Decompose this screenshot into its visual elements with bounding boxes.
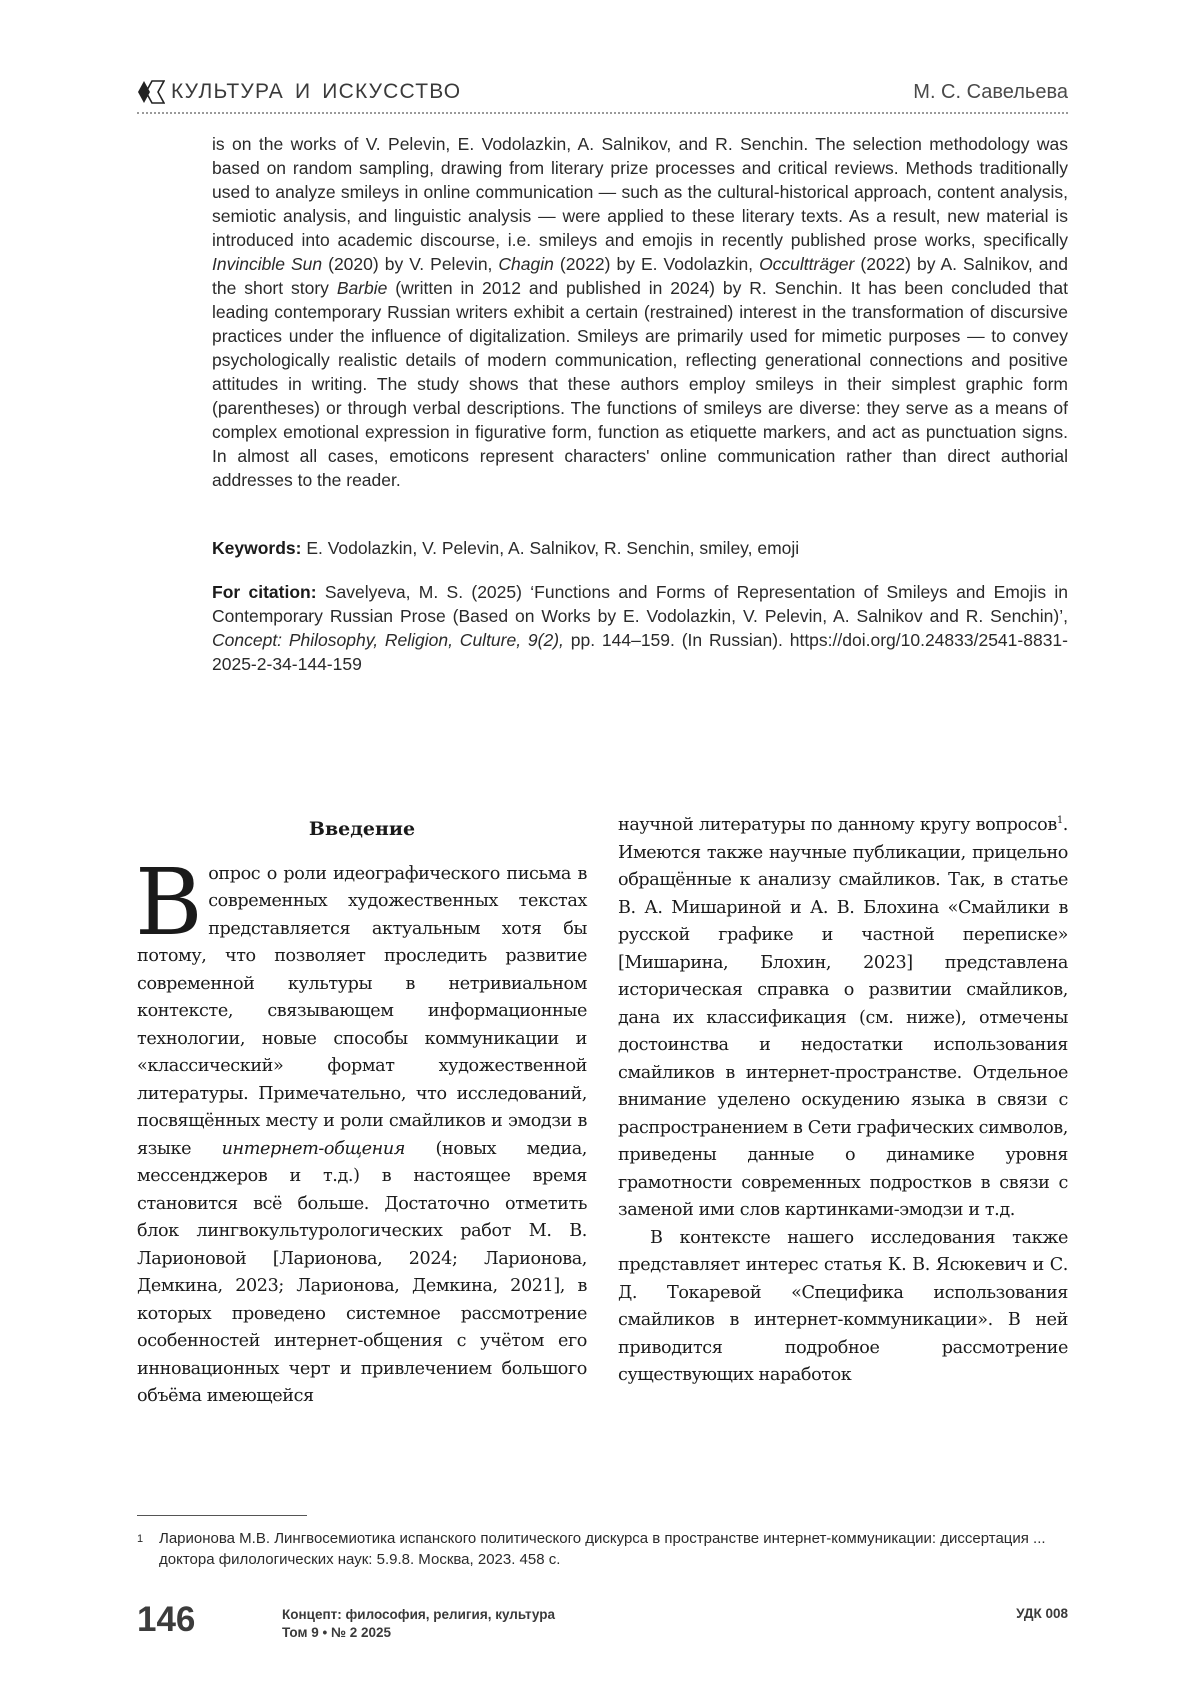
paragraph-text: научной литературы по данному кругу вопросов [618,815,1057,835]
paragraph: В контексте нашего исследования также представляет интерес статья К. В. Ясюкевич и С. Д. Токаревой «Специфика использования смайликов в интернет-коммуникации». В ней приводится подробное рассмотрение существующих наработок [618,1227,1068,1385]
abstract [212,132,1068,492]
left-column [137,816,587,1411]
udk-code: УДК 008 [1016,1606,1068,1621]
title-occulttrager: Occultträger [759,254,855,274]
citation-label: For citation: [212,582,317,602]
keywords [212,536,1068,560]
abstract-segment: (written in 2012 and published in 2024) by R. Senchin. It has been concluded that leading contemporary Russian writers exhibit a certain (restrained) interest in the transformation of discursive practices under the influence of digitalization. Smileys are primarily used for mimetic purposes — to convey psychologically realistic details of modern communication, reflecting generational connections and positive attitudes in writing. The study shows that these authors employ smileys in their simplest graphic form (parentheses) or through verbal descriptions. The functions of smileys are diverse: they serve as a means of complex emotional expression in figurative form, function as etiquette markers, and act as punctuation signs. In almost all cases, emoticons represent characters' online communication rather than direct authorial addresses to the reader. [212,278,1068,490]
paragraph-text: опрос о роли идеографического письма в современных художественных текстах представляется актуальным хотя бы потому, что позволяет проследить развитие современной культуры в нетривиальном контексте, связывающем информационные технологии, новые способы коммуникации и «классический» формат художественной литературы. Примечательно, что исследований, посвящённых месту и роли смайликов и эмодзи в языке [137,863,587,1159]
journal-info [282,1606,555,1642]
footnote [137,1528,1068,1570]
intro-paragraph [135,848,587,1411]
citation-text: Savelyeva, M. S. (2025) ‘Functions and Forms of Representation of Smileys and Emojis in Contemporary Russian Prose (Based on Works by E. Vodolazkin, V. Pelevin, A. Salnikov and R. Senchin)’, [212,582,1069,626]
journal-title: Концепт: философия, религия, культура [282,1607,556,1622]
paragraph-text: . Имеются также научные публикации, прицельно обращённые к анализу смайликов. Так, в статье В. А. Мишариной и А. В. Блохина «Смайлики в русской графике и частной переписке» [Мишарина, Блохин, 2023] представлена историческая справка о развитии смайликов, дана их классификация (см. ниже), отмечены достоинства и недостатки использования смайликов в интернет-пространстве. Отдельное внимание уделено оскудению языка в связи с распространением в Сети графических символов, приведены данные о динамике уровня грамотности современных подростков в связи с заменой ими слов картинками-эмодзи и т.д. [618,815,1068,1220]
abstract-segment: (2022) by A. Salnikov, and the short story [212,254,1068,298]
footnote-divider [137,1515,307,1516]
introduction-heading: Введение [308,818,416,840]
author-name: М. С. Савельева [913,80,1068,103]
right-column [618,812,1068,1390]
journal-issue: Том 9 • № 2 2025 [282,1625,392,1640]
keywords-label: Keywords: [212,538,302,558]
citation-journal: Concept: Philosophy, Religion, Culture, 9(2), [212,630,564,650]
citation-doi: pp. 144–159. (In Russian). https://doi.org/10.24833/2541-8831-2025-2-34-144-159 [212,630,1068,674]
title-chagin: Chagin [498,254,554,274]
paragraph-text: (новых медиа, мессенджеров и т.д.) в настоящее время становится всё больше. Достаточно отметить блок лингвокультурологических работ М. В. Ларионовой [Ларионова, 2024; Ларионова, Демкина, 2023; Ларионова, Демкина, 2021], в которых проведено системное рассмотрение особенностей интернет-общения с учётом его инновационных черт и привлечением большого объёма имеющейся [137,1138,587,1406]
abstract-segment: is on the works of V. Pelevin, E. Vodolazkin, A. Salnikov, and R. Senchin. The selection methodology was based on random sampling, drawing from literary prize processes and critical reviews. Methods traditionally used to analyze smileys in online communication — such as the cultural-historical approach, content analysis, semiotic analysis, and linguistic analysis — were applied to these literary texts. As a result, new material is introduced into academic discourse, i.e. smileys and emojis in recently published prose works, specifically [212,134,1068,250]
page-number: 146 [137,1600,196,1639]
keywords-text: E. Vodolazkin, V. Pelevin, A. Salnikov, R. Senchin, smiley, emoji [301,538,800,558]
italic-term: интернет-общения [221,1138,406,1159]
footnote-mark: 1 [137,1533,144,1545]
journal-logo-icon [137,79,165,105]
title-invincible-sun: Invincible Sun [212,254,323,274]
abstract-segment: (2022) by E. Vodolazkin, [553,254,760,274]
page-footer [137,1600,1068,1644]
continued-paragraph [618,812,1068,1225]
drop-cap: В [135,848,203,956]
section-title: КУЛЬТУРА И ИСКУССТВО [171,80,462,103]
citation [212,580,1068,676]
header-left [137,79,461,105]
footnote-reference[interactable]: 1 [1056,815,1063,827]
title-barbie: Barbie [336,278,388,298]
abstract-segment: (2020) by V. Pelevin, [322,254,499,274]
footnote-text: Ларионова М.В. Лингвосемиотика испанского политического дискурса в пространстве интернет-коммуникации: диссертация ... доктора филологических наук: 5.9.8. Москва, 2023. 458 с. [159,1530,1046,1568]
abstract-text [212,132,1068,492]
running-header [137,72,1068,114]
